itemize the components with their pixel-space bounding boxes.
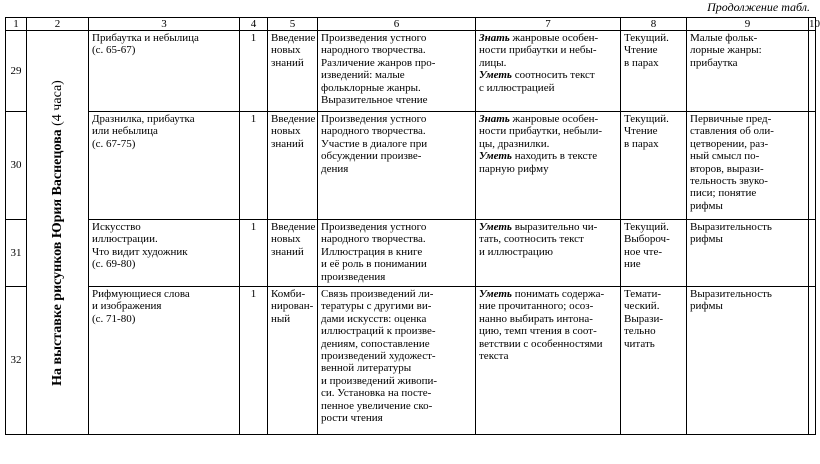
elements-line: лорные жанры: <box>690 44 762 57</box>
req-line <box>479 300 617 312</box>
continuation-label: Продолжение табл. <box>707 0 810 14</box>
col-header: 6 <box>318 18 476 31</box>
req-line <box>479 113 617 125</box>
table-row <box>6 112 816 220</box>
header-row <box>6 18 816 31</box>
req-keyword: Уметь <box>479 150 512 163</box>
topic-cell <box>89 112 240 220</box>
elements-line: прибаутка <box>690 56 738 69</box>
req-text: текста <box>479 350 509 363</box>
req-text: парную рифму <box>479 162 549 175</box>
elements-line: Первичные пред- <box>690 113 772 125</box>
topic-line: Дразнилка, прибаутка <box>92 113 195 125</box>
col-header: 1 <box>6 18 27 31</box>
req-line <box>479 125 617 137</box>
control-line: Текущий. <box>624 113 669 125</box>
req-text: цы, дразнилки. <box>479 137 550 150</box>
elements-line: цетворении, раз- <box>690 137 769 150</box>
req-line <box>479 246 617 258</box>
topic-cell <box>89 31 240 112</box>
req-line <box>479 221 617 233</box>
req-text: соотносить текст <box>511 69 595 82</box>
content-line: произведений художест- <box>321 350 436 363</box>
elements-cell <box>687 287 809 435</box>
elements-line: Выразительность <box>690 288 772 300</box>
topic-cell <box>89 287 240 435</box>
type-line: знаний <box>271 245 304 258</box>
req-text: тать, соотносить текст <box>479 233 584 246</box>
control-cell <box>621 112 687 220</box>
control-line: тельно <box>624 325 656 338</box>
topic-line: Прибаутка и небылица <box>92 32 199 44</box>
req-line <box>479 82 617 94</box>
topic-line: (с. 65-67) <box>92 44 136 57</box>
col-header: 3 <box>89 18 240 31</box>
req-line <box>479 288 617 300</box>
lesson-type-cell <box>268 287 318 435</box>
content-cell <box>318 287 476 435</box>
req-text: с иллюстрацией <box>479 81 555 94</box>
req-line <box>479 44 617 56</box>
table-row <box>6 31 816 112</box>
content-line: произведения <box>321 270 386 283</box>
content-line: Выразительное чтение <box>321 94 428 107</box>
topic-line: Рифмующиеся слова <box>92 288 190 300</box>
control-cell <box>621 31 687 112</box>
hours-cell: 1 <box>240 112 268 220</box>
hours-cell: 1 <box>240 31 268 112</box>
content-line: Произведения устного <box>321 221 427 233</box>
empty-cell <box>809 112 816 220</box>
lesson-type-cell <box>268 31 318 112</box>
req-text: жанровые особен- <box>509 32 599 44</box>
table-row <box>6 287 816 435</box>
elements-line: писи; понятие <box>690 187 757 200</box>
content-line: Произведения устного <box>321 32 427 44</box>
col-header: 9 <box>687 18 809 31</box>
col-header: 8 <box>621 18 687 31</box>
req-text: ние прочитанного; осоз- <box>479 300 594 313</box>
req-text: лицы. <box>479 56 507 69</box>
req-text: выразительно чи- <box>511 221 598 233</box>
type-line: новых <box>271 44 301 57</box>
section-title: На выставке рисунков Юрия Васнецова (4 часа) <box>49 79 65 386</box>
req-text: цию, темп чтения в соот- <box>479 325 597 338</box>
content-line: пенное увеличение ско- <box>321 399 433 412</box>
content-line: венной литературы <box>321 362 412 375</box>
content-line: Различение жанров про- <box>321 56 436 69</box>
lesson-plan-table <box>5 17 820 435</box>
table-row <box>6 220 816 287</box>
content-line: Участие в диалоге при <box>321 137 428 150</box>
elements-cell <box>687 220 809 287</box>
elements-cell <box>687 31 809 112</box>
elements-line: рифмы <box>690 233 723 246</box>
content-line: дами искусств: оценка <box>321 312 427 325</box>
topic-line: (с. 67-75) <box>92 137 136 150</box>
hours-cell: 1 <box>240 220 268 287</box>
section-title-cell <box>27 31 89 435</box>
content-line: тературы с другими ви- <box>321 300 432 313</box>
topic-line: (с. 69-80) <box>92 258 136 271</box>
row-number: 32 <box>6 287 27 435</box>
control-line: Вырази- <box>624 312 664 325</box>
topic-line: и изображения <box>92 300 162 313</box>
row-number: 30 <box>6 112 27 220</box>
topic-line: Искусство <box>92 221 141 233</box>
req-line <box>479 163 617 175</box>
content-line: Иллюстрация в книге <box>321 245 423 258</box>
requirements-cell <box>476 112 621 220</box>
row-number: 29 <box>6 31 27 112</box>
control-line: Выбороч- <box>624 233 670 246</box>
content-line: народного творчества. <box>321 125 426 138</box>
hours-cell: 1 <box>240 287 268 435</box>
type-line: нирован- <box>271 300 314 313</box>
requirements-cell <box>476 287 621 435</box>
type-line: Введение <box>271 113 316 125</box>
type-line: новых <box>271 233 301 246</box>
topic-line: Что видит художник <box>92 245 188 258</box>
req-text: нанно выбирать интона- <box>479 312 593 325</box>
content-line: народного творчества. <box>321 44 426 57</box>
req-line <box>479 150 617 162</box>
content-line: и произведений живопи- <box>321 374 438 387</box>
empty-cell <box>809 287 816 435</box>
control-line: Текущий. <box>624 221 669 233</box>
req-line <box>479 313 617 325</box>
control-line: ние <box>624 258 641 271</box>
content-line: дениям, сопоставление <box>321 337 430 350</box>
topic-cell <box>89 220 240 287</box>
row-number: 31 <box>6 220 27 287</box>
elements-cell <box>687 112 809 220</box>
empty-cell <box>809 31 816 112</box>
req-line <box>479 138 617 150</box>
content-line: фольклорные жанры. <box>321 81 421 94</box>
req-text: ности прибаутки и небы- <box>479 44 597 57</box>
col-header: 4 <box>240 18 268 31</box>
col-header: 7 <box>476 18 621 31</box>
content-line: народного творчества. <box>321 233 426 246</box>
content-line: рости чтения <box>321 412 383 425</box>
req-keyword: Уметь <box>479 69 512 82</box>
req-text: и иллюстрацию <box>479 245 553 258</box>
req-text: понимать содержа- <box>511 288 605 300</box>
requirements-cell <box>476 220 621 287</box>
content-line: дения <box>321 162 349 175</box>
topic-line: (с. 71-80) <box>92 312 136 325</box>
elements-line: рифмы <box>690 300 723 313</box>
content-line: си. Установка на посте- <box>321 387 432 400</box>
req-line <box>479 350 617 362</box>
lesson-type-cell <box>268 112 318 220</box>
elements-line: ный смысл по- <box>690 150 760 163</box>
topic-line: иллюстрации. <box>92 233 158 246</box>
content-line: изведений: малые <box>321 69 405 82</box>
req-line <box>479 69 617 81</box>
req-line <box>479 338 617 350</box>
req-line <box>479 32 617 44</box>
req-line <box>479 233 617 245</box>
control-cell <box>621 220 687 287</box>
req-keyword: Знать <box>479 113 510 125</box>
control-line: Чтение <box>624 125 658 138</box>
type-line: знаний <box>271 56 304 69</box>
req-line <box>479 57 617 69</box>
lesson-type-cell <box>268 220 318 287</box>
content-line: Связь произведений ли- <box>321 288 434 300</box>
req-text: ности прибаутки, небыли- <box>479 125 603 138</box>
elements-line: Малые фольк- <box>690 32 758 44</box>
content-line: обсуждении произве- <box>321 150 422 163</box>
topic-line: или небылица <box>92 125 158 138</box>
type-line: новых <box>271 125 301 138</box>
control-line: Чтение <box>624 44 658 57</box>
elements-line: рифмы <box>690 199 723 212</box>
control-line: в парах <box>624 56 659 69</box>
elements-line: второв, вырази- <box>690 162 764 175</box>
content-line: Произведения устного <box>321 113 427 125</box>
control-line: ческий. <box>624 300 660 313</box>
content-line: иллюстраций к произве- <box>321 325 436 338</box>
req-text: жанровые особен- <box>509 113 599 125</box>
type-line: Введение <box>271 32 316 44</box>
type-line: ный <box>271 312 291 325</box>
empty-cell <box>809 220 816 287</box>
content-cell <box>318 31 476 112</box>
col-header: 5 <box>268 18 318 31</box>
req-text: ветствии с особенностями <box>479 337 603 350</box>
content-cell <box>318 112 476 220</box>
elements-line: тельность звуко- <box>690 175 768 188</box>
control-cell <box>621 287 687 435</box>
type-line: знаний <box>271 137 304 150</box>
type-line: Введение <box>271 221 316 233</box>
col-header: 10 <box>809 18 820 30</box>
control-line: Текущий. <box>624 32 669 44</box>
requirements-cell <box>476 31 621 112</box>
req-keyword: Знать <box>479 32 510 44</box>
elements-line: Выразительность <box>690 221 772 233</box>
content-cell <box>318 220 476 287</box>
type-line: Комби- <box>271 288 306 300</box>
content-line: и её роль в понимании <box>321 258 427 271</box>
elements-line: ставления об оли- <box>690 125 774 138</box>
control-line: читать <box>624 337 655 350</box>
req-text: находить в тексте <box>511 150 598 163</box>
req-line <box>479 325 617 337</box>
control-line: ное чте- <box>624 245 663 258</box>
req-keyword: Уметь <box>479 288 512 300</box>
control-line: Темати- <box>624 288 662 300</box>
col-header: 2 <box>27 18 89 31</box>
req-keyword: Уметь <box>479 221 512 233</box>
control-line: в парах <box>624 137 659 150</box>
